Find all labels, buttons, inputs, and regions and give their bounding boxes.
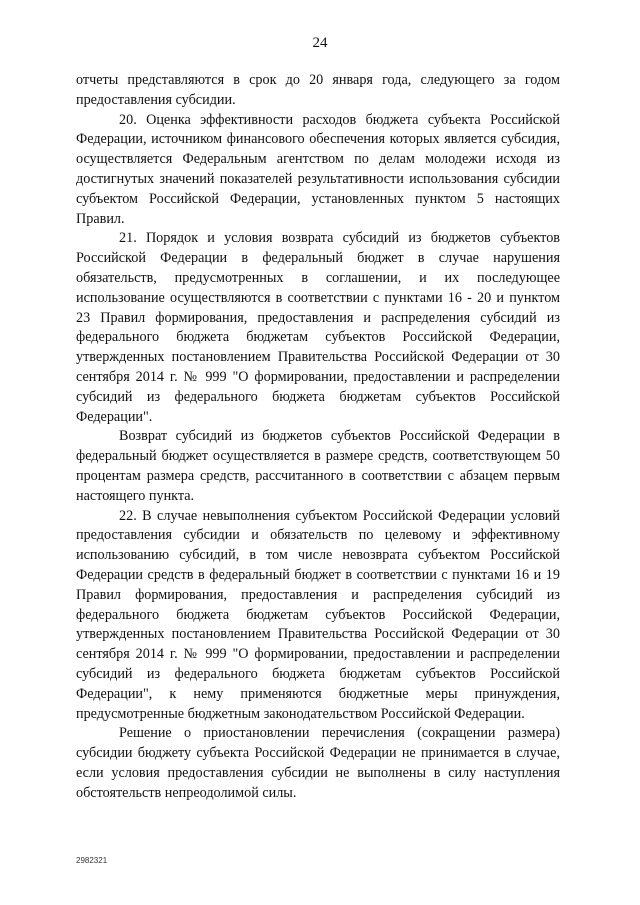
page-number: 24 <box>312 35 328 51</box>
paragraph-item-22: 22. В случае невыполнения субъектом Российской Федерации условий предоставления субсидии и обязательств по целевому и эффективному использованию субсидий, в том числе невозврата субъектом Российской Федерации средств в федеральный бюджет в соответствии с пунктами 16 и 19 Правил формирования, предоставления и распределения субсидий из федерального бюджета бюджетам субъектов Российской Федерации, утвержденных постановлением Правительства Российской Федерации от 30 сентября 2014 г. № 999 "О формировании, предоставлении и распределении субсидий из федерального бюджета бюджетам субъектов Российской Федерации", к нему применяются бюджетные меры принуждения, предусмотренные бюджетным законодательством Российской Федерации. <box>76 507 560 722</box>
paragraph-item-21: 21. Порядок и условия возврата субсидий из бюджетов субъектов Российской Федерации в федеральный бюджет в случае нарушения обязательств, предусмотренных в соглашении, и их последующее использование осуществляются в соответствии с пунктами 16 - 20 и пунктом 23 Правил формирования, предоставления и распределения субсидий из федерального бюджета бюджетам субъектов Российской Федерации, утвержденных постановлением Правительства Российской Федерации от 30 сентября 2014 г. № 999 "О формировании, предоставлении и распределении субсидий из федерального бюджета бюджетам субъектов Российской Федерации". <box>76 230 560 425</box>
paragraph-continuation: отчеты представляются в срок до 20 января года, следующего за годом предоставления субсидии. <box>76 72 560 108</box>
document-body <box>76 71 560 803</box>
paragraph-item-22-decision: Решение о приостановлении перечисления (сокращении размера) субсидии бюджету субъекта Российской Федерации не принимается в случае, если условия предоставления субсидии не выполнены в силу наступления обстоятельств непреодолимой силы. <box>76 725 560 801</box>
paragraph-item-20: 20. Оценка эффективности расходов бюджета субъекта Российской Федерации, источником финансового обеспечения которых является субсидия, осуществляется Федеральным агентством по делам молодежи исходя из достигнутых значений показателей результативности использования субсидии субъектом Российской Федерации, установленных пунктом 5 настоящих Правил. <box>76 111 560 227</box>
document-code: 2982321 <box>76 856 108 865</box>
paragraph-item-21-refund: Возврат субсидий из бюджетов субъектов Российской Федерации в федеральный бюджет осуществляется в размере средств, соответствующем 50 процентам размера средств, рассчитанного в соответствии с абзацем первым настоящего пункта. <box>76 428 560 504</box>
